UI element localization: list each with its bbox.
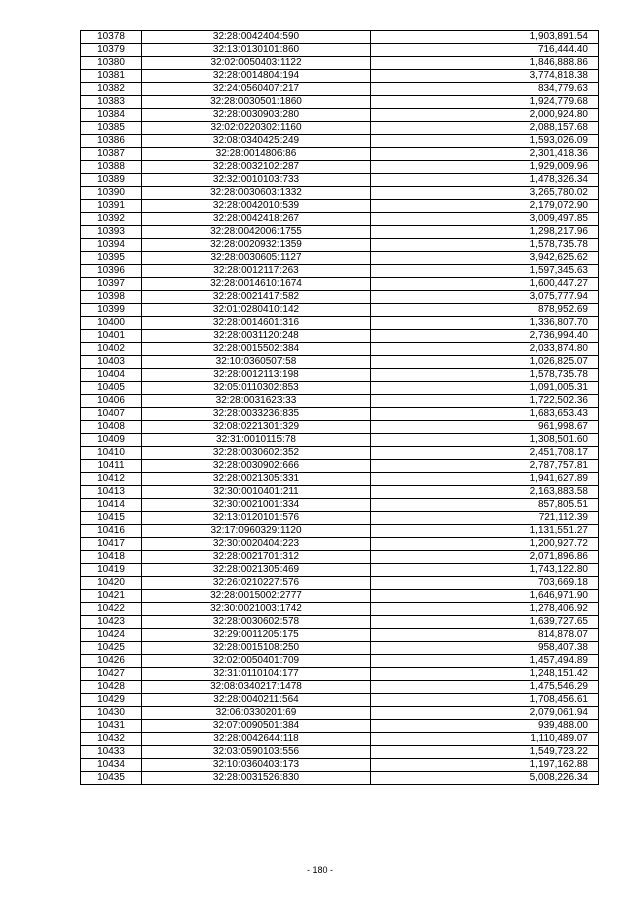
row-number-cell: 10409	[81, 434, 142, 447]
cadastral-number-cell: 32:31:0110104:177	[142, 668, 371, 681]
table-row	[81, 356, 599, 369]
amount-cell: 703,669.18	[371, 577, 599, 590]
table-row	[81, 174, 599, 187]
cadastral-number-cell: 32:30:0010401:211	[142, 486, 371, 499]
table-row	[81, 57, 599, 70]
row-number-cell: 10404	[81, 369, 142, 382]
cadastral-number-cell: 32:28:0030602:352	[142, 447, 371, 460]
amount-cell: 1,600,447.27	[371, 278, 599, 291]
row-number-cell: 10434	[81, 759, 142, 772]
row-number-cell: 10395	[81, 252, 142, 265]
row-number-cell: 10403	[81, 356, 142, 369]
amount-cell: 961,998.67	[371, 421, 599, 434]
page-number: - 180 -	[306, 865, 333, 875]
table-row	[81, 746, 599, 759]
table-row	[81, 655, 599, 668]
table-row	[81, 434, 599, 447]
cadastral-number-cell: 32:28:0032102:287	[142, 161, 371, 174]
cadastral-number-cell: 32:28:0030902:666	[142, 460, 371, 473]
row-number-cell: 10382	[81, 83, 142, 96]
row-number-cell: 10381	[81, 70, 142, 83]
amount-cell: 2,787,757.81	[371, 460, 599, 473]
amount-cell: 3,075,777.94	[371, 291, 599, 304]
amount-cell: 2,736,994.40	[371, 330, 599, 343]
cadastral-number-cell: 32:28:0030602:578	[142, 616, 371, 629]
row-number-cell: 10416	[81, 525, 142, 538]
amount-cell: 1,593,026.09	[371, 135, 599, 148]
amount-cell: 1,941,627.89	[371, 473, 599, 486]
cadastral-number-cell: 32:28:0030603:1332	[142, 187, 371, 200]
amount-cell: 721,112.39	[371, 512, 599, 525]
table-row	[81, 408, 599, 421]
amount-cell: 958,407.38	[371, 642, 599, 655]
table-row	[81, 603, 599, 616]
cadastral-number-cell: 32:28:0015002:2777	[142, 590, 371, 603]
row-number-cell: 10400	[81, 317, 142, 330]
row-number-cell: 10410	[81, 447, 142, 460]
amount-cell: 1,298,217.96	[371, 226, 599, 239]
cadastral-number-cell: 32:28:0014610:1674	[142, 278, 371, 291]
table-row	[81, 109, 599, 122]
table-row	[81, 239, 599, 252]
row-number-cell: 10412	[81, 473, 142, 486]
row-number-cell: 10392	[81, 213, 142, 226]
cadastral-number-cell: 32:29:0011205:175	[142, 629, 371, 642]
cadastral-number-cell: 32:05:0110302:853	[142, 382, 371, 395]
cadastral-number-cell: 32:28:0042010:539	[142, 200, 371, 213]
table-row	[81, 148, 599, 161]
table-row	[81, 135, 599, 148]
table-row	[81, 525, 599, 538]
cadastral-number-cell: 32:28:0031623:33	[142, 395, 371, 408]
table-row	[81, 616, 599, 629]
row-number-cell: 10397	[81, 278, 142, 291]
cadastral-number-cell: 32:28:0030605:1127	[142, 252, 371, 265]
amount-cell: 1,475,546.29	[371, 681, 599, 694]
amount-cell: 1,683,653.43	[371, 408, 599, 421]
cadastral-number-cell: 32:28:0014806:86	[142, 148, 371, 161]
amount-cell: 1,278,406.92	[371, 603, 599, 616]
row-number-cell: 10394	[81, 239, 142, 252]
row-number-cell: 10415	[81, 512, 142, 525]
table-row	[81, 421, 599, 434]
amount-cell: 5,008,226.34	[371, 772, 599, 785]
row-number-cell: 10406	[81, 395, 142, 408]
row-number-cell: 10426	[81, 655, 142, 668]
amount-cell: 2,301,418.36	[371, 148, 599, 161]
cadastral-number-cell: 32:28:0031526:830	[142, 772, 371, 785]
amount-cell: 3,942,625.62	[371, 252, 599, 265]
amount-cell: 2,451,708.17	[371, 447, 599, 460]
table-row	[81, 733, 599, 746]
table-row	[81, 759, 599, 772]
amount-cell: 2,000,924.80	[371, 109, 599, 122]
row-number-cell: 10429	[81, 694, 142, 707]
amount-cell: 1,248,151.42	[371, 668, 599, 681]
row-number-cell: 10407	[81, 408, 142, 421]
cadastral-number-cell: 32:32:0010103:733	[142, 174, 371, 187]
amount-cell: 2,179,072.90	[371, 200, 599, 213]
cadastral-number-cell: 32:30:0020404:223	[142, 538, 371, 551]
table-row	[81, 629, 599, 642]
row-number-cell: 10399	[81, 304, 142, 317]
row-number-cell: 10405	[81, 382, 142, 395]
table-row	[81, 590, 599, 603]
cadastral-number-cell: 32:24:0560407:217	[142, 83, 371, 96]
registry-table	[80, 30, 599, 785]
table-row	[81, 304, 599, 317]
cadastral-number-cell: 32:28:0033236:835	[142, 408, 371, 421]
amount-cell: 1,110,489.07	[371, 733, 599, 746]
row-number-cell: 10401	[81, 330, 142, 343]
row-number-cell: 10384	[81, 109, 142, 122]
cadastral-number-cell: 32:26:0210227:576	[142, 577, 371, 590]
amount-cell: 2,071,896.86	[371, 551, 599, 564]
cadastral-number-cell: 32:28:0042006:1755	[142, 226, 371, 239]
table-row	[81, 226, 599, 239]
amount-cell: 1,924,779.68	[371, 96, 599, 109]
cadastral-number-cell: 32:28:0021417:582	[142, 291, 371, 304]
row-number-cell: 10413	[81, 486, 142, 499]
table-row	[81, 395, 599, 408]
row-number-cell: 10421	[81, 590, 142, 603]
cadastral-number-cell: 32:13:0120101:576	[142, 512, 371, 525]
row-number-cell: 10424	[81, 629, 142, 642]
row-number-cell: 10419	[81, 564, 142, 577]
amount-cell: 2,033,874.80	[371, 343, 599, 356]
cadastral-number-cell: 32:31:0010115:78	[142, 434, 371, 447]
row-number-cell: 10391	[81, 200, 142, 213]
table-row	[81, 499, 599, 512]
table-row	[81, 694, 599, 707]
cadastral-number-cell: 32:28:0042418:267	[142, 213, 371, 226]
cadastral-number-cell: 32:08:0340217:1478	[142, 681, 371, 694]
cadastral-number-cell: 32:28:0014601:316	[142, 317, 371, 330]
table-row	[81, 486, 599, 499]
row-number-cell: 10418	[81, 551, 142, 564]
cadastral-number-cell: 32:02:0050403:1122	[142, 57, 371, 70]
amount-cell: 1,026,825.07	[371, 356, 599, 369]
table-row	[81, 681, 599, 694]
row-number-cell: 10378	[81, 31, 142, 44]
cadastral-number-cell: 32:28:0042404:590	[142, 31, 371, 44]
amount-cell: 2,088,157.68	[371, 122, 599, 135]
amount-cell: 1,846,888.86	[371, 57, 599, 70]
cadastral-number-cell: 32:02:0050401:709	[142, 655, 371, 668]
table-row	[81, 512, 599, 525]
table-row	[81, 460, 599, 473]
table-row	[81, 161, 599, 174]
row-number-cell: 10398	[81, 291, 142, 304]
amount-cell: 1,197,162.88	[371, 759, 599, 772]
amount-cell: 1,308,501.60	[371, 434, 599, 447]
cadastral-number-cell: 32:28:0012117:263	[142, 265, 371, 278]
table-row	[81, 577, 599, 590]
table-row	[81, 382, 599, 395]
row-number-cell: 10390	[81, 187, 142, 200]
row-number-cell: 10389	[81, 174, 142, 187]
cadastral-number-cell: 32:17:0960329:1120	[142, 525, 371, 538]
row-number-cell: 10430	[81, 707, 142, 720]
amount-cell: 1,091,005.31	[371, 382, 599, 395]
cadastral-number-cell: 32:30:0021001:334	[142, 499, 371, 512]
amount-cell: 1,929,009.96	[371, 161, 599, 174]
row-number-cell: 10408	[81, 421, 142, 434]
table-row	[81, 369, 599, 382]
registry-table-body	[81, 31, 599, 785]
amount-cell: 1,578,735.78	[371, 239, 599, 252]
amount-cell: 1,597,345.63	[371, 265, 599, 278]
table-row	[81, 538, 599, 551]
amount-cell: 1,903,891.54	[371, 31, 599, 44]
row-number-cell: 10422	[81, 603, 142, 616]
row-number-cell: 10380	[81, 57, 142, 70]
amount-cell: 1,722,502.36	[371, 395, 599, 408]
table-row	[81, 317, 599, 330]
row-number-cell: 10423	[81, 616, 142, 629]
row-number-cell: 10402	[81, 343, 142, 356]
cadastral-number-cell: 32:10:0360507:58	[142, 356, 371, 369]
table-row	[81, 707, 599, 720]
row-number-cell: 10385	[81, 122, 142, 135]
row-number-cell: 10387	[81, 148, 142, 161]
table-row	[81, 252, 599, 265]
amount-cell: 1,639,727.65	[371, 616, 599, 629]
cadastral-number-cell: 32:28:0021305:331	[142, 473, 371, 486]
row-number-cell: 10427	[81, 668, 142, 681]
amount-cell: 1,131,551.27	[371, 525, 599, 538]
table-row	[81, 96, 599, 109]
amount-cell: 3,265,780.02	[371, 187, 599, 200]
table-row	[81, 330, 599, 343]
table-row	[81, 447, 599, 460]
row-number-cell: 10432	[81, 733, 142, 746]
row-number-cell: 10393	[81, 226, 142, 239]
amount-cell: 1,578,735.78	[371, 369, 599, 382]
amount-cell: 1,708,456.61	[371, 694, 599, 707]
table-row	[81, 668, 599, 681]
amount-cell: 3,009,497.85	[371, 213, 599, 226]
row-number-cell: 10417	[81, 538, 142, 551]
cadastral-number-cell: 32:07:0090501:384	[142, 720, 371, 733]
amount-cell: 1,457,494.89	[371, 655, 599, 668]
cadastral-number-cell: 32:01:0280410:142	[142, 304, 371, 317]
table-row	[81, 83, 599, 96]
amount-cell: 716,444.40	[371, 44, 599, 57]
row-number-cell: 10420	[81, 577, 142, 590]
table-row	[81, 44, 599, 57]
table-row	[81, 213, 599, 226]
amount-cell: 939,488.00	[371, 720, 599, 733]
amount-cell: 3,774,818.38	[371, 70, 599, 83]
row-number-cell: 10396	[81, 265, 142, 278]
cadastral-number-cell: 32:06:0330201:69	[142, 707, 371, 720]
cadastral-number-cell: 32:28:0014804:194	[142, 70, 371, 83]
table-row	[81, 278, 599, 291]
cadastral-number-cell: 32:28:0031120:248	[142, 330, 371, 343]
amount-cell: 1,646,971.90	[371, 590, 599, 603]
row-number-cell: 10433	[81, 746, 142, 759]
table-row	[81, 473, 599, 486]
row-number-cell: 10425	[81, 642, 142, 655]
amount-cell: 2,163,883.58	[371, 486, 599, 499]
cadastral-number-cell: 32:28:0030903:280	[142, 109, 371, 122]
row-number-cell: 10383	[81, 96, 142, 109]
cadastral-number-cell: 32:03:0590103:556	[142, 746, 371, 759]
table-row	[81, 343, 599, 356]
row-number-cell: 10411	[81, 460, 142, 473]
table-row	[81, 642, 599, 655]
cadastral-number-cell: 32:08:0221301:329	[142, 421, 371, 434]
cadastral-number-cell: 32:02:0220302:1160	[142, 122, 371, 135]
table-row	[81, 772, 599, 785]
cadastral-number-cell: 32:28:0015502:384	[142, 343, 371, 356]
cadastral-number-cell: 32:13:0130101:860	[142, 44, 371, 57]
cadastral-number-cell: 32:28:0021701:312	[142, 551, 371, 564]
cadastral-number-cell: 32:10:0360403:173	[142, 759, 371, 772]
amount-cell: 814,878.07	[371, 629, 599, 642]
amount-cell: 1,743,122.80	[371, 564, 599, 577]
amount-cell: 878,952.69	[371, 304, 599, 317]
table-row	[81, 70, 599, 83]
row-number-cell: 10388	[81, 161, 142, 174]
amount-cell: 1,549,723.22	[371, 746, 599, 759]
table-row	[81, 200, 599, 213]
amount-cell: 1,478,326.34	[371, 174, 599, 187]
table-row	[81, 291, 599, 304]
table-row	[81, 551, 599, 564]
amount-cell: 834,779.63	[371, 83, 599, 96]
cadastral-number-cell: 32:08:0340425:249	[142, 135, 371, 148]
cadastral-number-cell: 32:28:0040211:564	[142, 694, 371, 707]
cadastral-number-cell: 32:28:0042644:118	[142, 733, 371, 746]
row-number-cell: 10435	[81, 772, 142, 785]
table-row	[81, 122, 599, 135]
cadastral-number-cell: 32:28:0021305:469	[142, 564, 371, 577]
row-number-cell: 10386	[81, 135, 142, 148]
table-row	[81, 31, 599, 44]
table-row	[81, 564, 599, 577]
cadastral-number-cell: 32:30:0021003:1742	[142, 603, 371, 616]
cadastral-number-cell: 32:28:0015108:250	[142, 642, 371, 655]
amount-cell: 857,805.51	[371, 499, 599, 512]
amount-cell: 2,079,061.94	[371, 707, 599, 720]
table-row	[81, 187, 599, 200]
amount-cell: 1,200,927.72	[371, 538, 599, 551]
amount-cell: 1,336,807.70	[371, 317, 599, 330]
cadastral-number-cell: 32:28:0012113:198	[142, 369, 371, 382]
row-number-cell: 10414	[81, 499, 142, 512]
table-row	[81, 720, 599, 733]
cadastral-number-cell: 32:28:0020932:1359	[142, 239, 371, 252]
row-number-cell: 10431	[81, 720, 142, 733]
row-number-cell: 10428	[81, 681, 142, 694]
table-row	[81, 265, 599, 278]
cadastral-number-cell: 32:28:0030501:1860	[142, 96, 371, 109]
row-number-cell: 10379	[81, 44, 142, 57]
